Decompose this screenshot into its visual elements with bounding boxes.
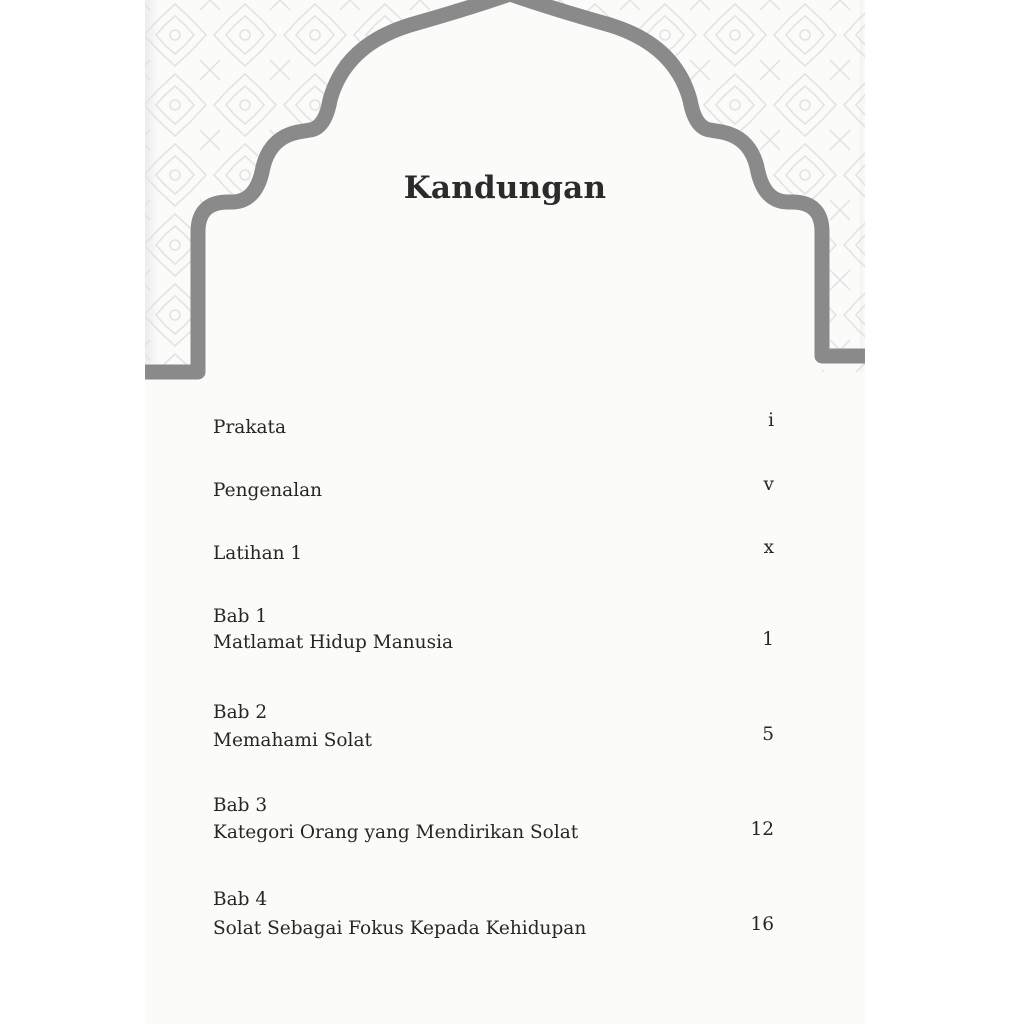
toc-entry-page: 5 [762,724,774,745]
toc-chapter-label: Bab 3 [213,795,268,816]
toc-entry-page: 1 [762,629,774,650]
toc-entry-page: 16 [750,914,774,935]
toc-entry-title: Memahami Solat [213,730,372,751]
toc-entry-page: x [763,537,774,558]
toc-entry-page: v [763,474,774,495]
toc-entry-page: 12 [750,819,774,840]
toc-chapter-label: Bab 2 [213,702,268,723]
toc-entry-title: Prakata [213,417,287,438]
toc-chapter-label: Bab 1 [213,606,268,627]
toc-entry-title: Kategori Orang yang Mendirikan Solat [213,822,579,843]
toc-chapter-label: Bab 4 [213,889,268,910]
page-title: Kandungan [403,170,607,206]
toc-entry-title: Pengenalan [213,480,323,501]
toc-entry-title: Solat Sebagai Fokus Kepada Kehidupan [213,918,587,939]
toc-entry-title: Matlamat Hidup Manusia [213,632,454,653]
toc-entry-page: i [768,410,774,431]
toc-entry-title: Latihan 1 [213,543,303,564]
